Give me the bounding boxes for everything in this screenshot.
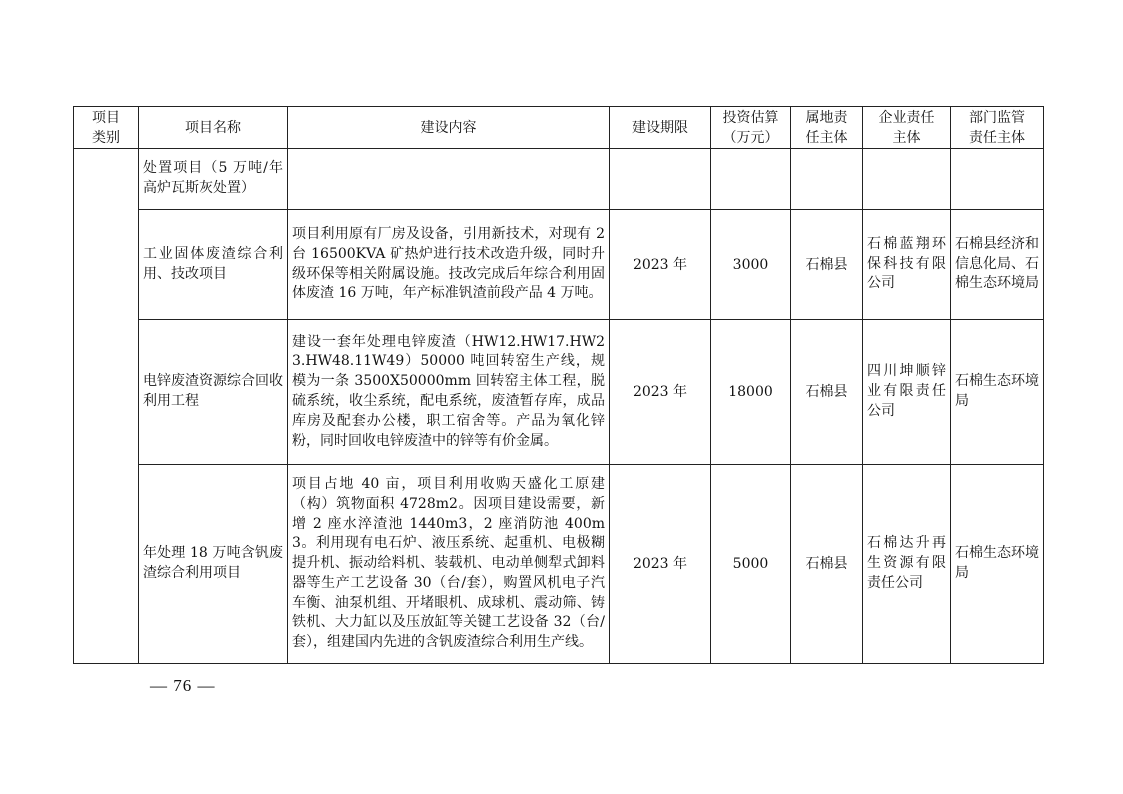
page-number: — 76 — bbox=[150, 676, 216, 695]
department-subject-cell: 石棉生态环境局 bbox=[951, 465, 1044, 664]
header-period: 建设期限 bbox=[610, 107, 711, 149]
header-investment: 投资估算 （万元） bbox=[711, 107, 791, 149]
table-row bbox=[74, 465, 1044, 664]
table-row bbox=[74, 149, 1044, 210]
local-subject-cell: 石棉县 bbox=[791, 465, 863, 664]
enterprise-subject-cell: 四川坤顺锌业有限责任公司 bbox=[863, 320, 951, 465]
content-cell bbox=[288, 149, 610, 210]
content-cell: 项目利用原有厂房及设备，引用新技术，对现有 2 台 16500KVA 矿热炉进行技术改造升级，同时升级环保等相关附属设施。技改完成后年综合利用固体废渣 16 万吨，年产标准钒渣前段产品 4 万吨。 bbox=[288, 210, 610, 320]
local-subject-cell: 石棉县 bbox=[791, 210, 863, 320]
header-department-subject: 部门监管 责任主体 bbox=[951, 107, 1044, 149]
investment-cell: 3000 bbox=[711, 210, 791, 320]
category-cell bbox=[74, 149, 139, 664]
header-name: 项目名称 bbox=[139, 107, 288, 149]
table-header-row bbox=[74, 107, 1044, 149]
enterprise-subject-cell: 石棉蓝翔环保科技有限公司 bbox=[863, 210, 951, 320]
period-cell: 2023 年 bbox=[610, 465, 711, 664]
header-local-subject: 属地责 任主体 bbox=[791, 107, 863, 149]
project-name-cell: 年处理 18 万吨含钒废渣综合利用项目 bbox=[139, 465, 288, 664]
table-row bbox=[74, 320, 1044, 465]
period-cell bbox=[610, 149, 711, 210]
period-cell: 2023 年 bbox=[610, 210, 711, 320]
department-subject-cell: 石棉县经济和信息化局、石棉生态环境局 bbox=[951, 210, 1044, 320]
content-cell: 建设一套年处理电锌废渣（HW12.HW17.HW23.HW48.11W49）50000 吨回转窑生产线，规模为一条 3500X50000mm 回转窑主体工程，脱硫系统，收尘系统，配电系统，废渣暂存库，成品库房及配套办公楼，职工宿舍等。产品为氧化锌粉，同时回收电锌废渣中的锌等有价金属。 bbox=[288, 320, 610, 465]
enterprise-subject-cell bbox=[863, 149, 951, 210]
project-name-cell: 电锌废渣资源综合回收利用工程 bbox=[139, 320, 288, 465]
period-cell: 2023 年 bbox=[610, 320, 711, 465]
local-subject-cell: 石棉县 bbox=[791, 320, 863, 465]
content-cell: 项目占地 40 亩，项目利用收购天盛化工原建（构）筑物面积 4728m2。因项目建设需要，新增 2 座水淬渣池 1440m3，2 座消防池 400m3。利用现有电石炉、液压系统、起重机、电极糊提升机、振动给料机、装载机、电动单侧犁式卸料器等生产工艺设备 30（台/套），购置风机电子汽车衡、油泵机组、开堵眼机、成球机、震动筛、铸铁机、大力缸以及压放缸等关键工艺设备 32（台/套），组建国内先进的含钒废渣综合利用生产线。 bbox=[288, 465, 610, 664]
investment-cell: 18000 bbox=[711, 320, 791, 465]
header-category: 项目 类别 bbox=[74, 107, 139, 149]
department-subject-cell: 石棉生态环境局 bbox=[951, 320, 1044, 465]
investment-cell bbox=[711, 149, 791, 210]
project-name-cell: 工业固体废渣综合利用、技改项目 bbox=[139, 210, 288, 320]
enterprise-subject-cell: 石棉达升再生资源有限责任公司 bbox=[863, 465, 951, 664]
department-subject-cell bbox=[951, 149, 1044, 210]
local-subject-cell bbox=[791, 149, 863, 210]
project-name-cell: 处置项目（5 万吨/年高炉瓦斯灰处置） bbox=[139, 149, 288, 210]
header-enterprise-subject: 企业责任 主体 bbox=[863, 107, 951, 149]
header-content: 建设内容 bbox=[288, 107, 610, 149]
project-table bbox=[73, 106, 1044, 664]
investment-cell: 5000 bbox=[711, 465, 791, 664]
table-row bbox=[74, 210, 1044, 320]
